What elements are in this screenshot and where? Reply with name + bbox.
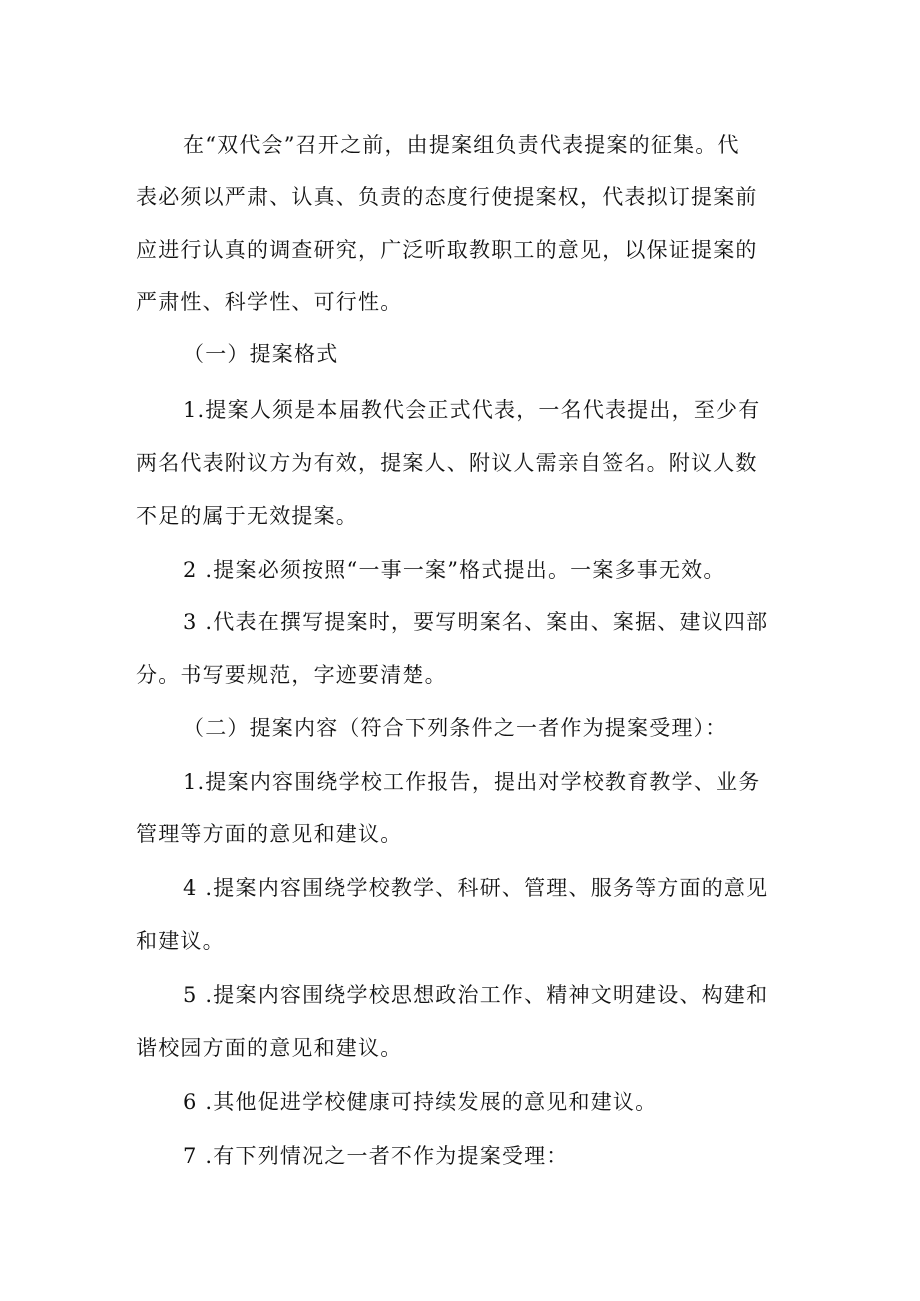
text-line: 分。书写要规范，字迹要清楚。	[136, 663, 447, 687]
text-line: 应进行认真的调查研究，广泛听取教职工的意见，以保证提案的	[136, 238, 758, 262]
section-heading-content: （二）提案内容（符合下列条件之一者作为提案受理）：	[183, 716, 728, 740]
text-line: 和建议。	[136, 929, 225, 953]
text-line: 管理等方面的意见和建议。	[136, 822, 403, 846]
paragraph-content-7: 7 .有下列情况之一者不作为提案受理：	[183, 1144, 569, 1168]
text-line: 4 .提案内容围绕学校教学、科研、管理、服务等方面的意见	[183, 876, 769, 900]
section-heading-format: （一）提案格式	[183, 342, 339, 366]
text-line: 3 .代表在撰写提案时，要写明案名、案由、案据、建议四部	[183, 610, 769, 634]
paragraph-format-2: 2 .提案必须按照“一事一案”格式提出。一案多事无效。	[183, 558, 726, 582]
text-line: 1.提案内容围绕学校工作报告，提出对学校教育教学、业务	[183, 770, 761, 794]
text-line: 严肃性、科学性、可行性。	[136, 290, 403, 314]
text-line: 表必须以严肃、认真、负责的态度行使提案权，代表拟订提案前	[136, 185, 758, 209]
text-line: 在“双代会”召开之前，由提案组负责代表提案的征集。代	[183, 133, 740, 157]
text-line: 5 .提案内容围绕学校思想政治工作、精神文明建设、构建和	[183, 983, 769, 1007]
text-line: 谐校园方面的意见和建议。	[136, 1036, 403, 1060]
text-line: 不足的属于无效提案。	[136, 504, 358, 528]
text-line: 两名代表附议方为有效，提案人、附议人需亲自签名。附议人数	[136, 451, 758, 475]
text-line: 1.提案人须是本届教代会正式代表，一名代表提出，至少有	[183, 398, 761, 422]
paragraph-content-6: 6 .其他促进学校健康可持续发展的意见和建议。	[183, 1090, 658, 1114]
